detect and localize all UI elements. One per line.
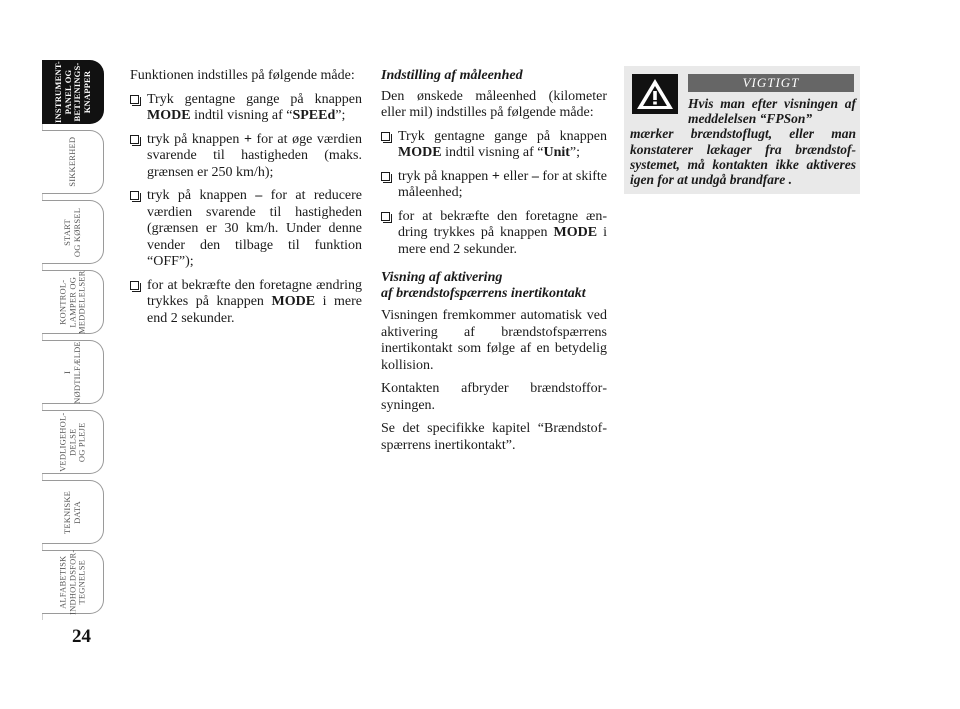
list-item: tryk på knappen – for at reducere værdien svarende til hastigheden (grænsen er 30 km/h. Under denne vender den tilbage til funktion “OFF”); xyxy=(130,188,362,271)
tab-label: START OG KØRSEL xyxy=(61,207,82,257)
list-item: tryk på knappen + eller – for at skifte måleenhed; xyxy=(381,169,607,202)
tab-label: ALFABETISK INDHOLDSFOR- TEGNELSE xyxy=(57,549,87,615)
list-item: for at bekræfte den foretagne ændring trykkes på knappen MODE i mere end 2 sekunder. xyxy=(381,209,607,259)
checkbox-bullet-icon xyxy=(130,95,139,104)
warning-box xyxy=(624,66,860,194)
steps-list xyxy=(381,129,607,259)
tab-label: TEKNISKE DATA xyxy=(62,490,82,534)
tab-nodtilfaelde[interactable] xyxy=(42,340,104,404)
paragraph: Den ønskede måleenhed (kilometer eller mil) indstilles på følgende måde: xyxy=(381,88,607,120)
section-heading: Visning af aktivering af brændstofspærrens inertikontakt xyxy=(381,270,586,301)
steps-list xyxy=(130,92,362,328)
column-1 xyxy=(130,68,362,334)
warning-title: VIGTIGT xyxy=(688,74,854,92)
page-number: 24 xyxy=(72,626,91,647)
tab-sikkerhed[interactable] xyxy=(42,130,104,194)
tab-start-og-korsel[interactable] xyxy=(42,200,104,264)
paragraph: Visningen fremkommer automatisk ved aktivering af brændstofspærrens inertikontakt som følge af en betydelig kollision. xyxy=(381,308,607,373)
list-item: Tryk gentagne gange på knappen MODE indtil visning af “SPEEd”; xyxy=(130,92,362,125)
list-item: tryk på knappen + for at øge værdien svarende til hastigheden (maks. grænsen er 250 km/h); xyxy=(130,132,362,182)
warning-text: Hvis man efter visningen af meddelelsen “FPSon” mærker brændstoflugt, eller man konstaterer lækager fra brændstofsystemet, må kontakten ikke aktiveres igen for at undgå brandfare . xyxy=(630,96,856,188)
checkbox-bullet-icon xyxy=(130,281,139,290)
checkbox-bullet-icon xyxy=(130,135,139,144)
tab-label: VEDLIGEHOL- DELSE OG PLEJE xyxy=(57,412,87,472)
tab-label: KONTROL- LAMPER OG MEDDELELSER xyxy=(57,270,87,334)
paragraph: Kontakten afbryder brændstofforsyningen. xyxy=(381,381,607,413)
tab-instrumentpanel[interactable] xyxy=(42,60,104,124)
column-2 xyxy=(381,68,607,461)
tab-label: I NØDTILFÆLDE xyxy=(62,340,82,404)
checkbox-bullet-icon xyxy=(381,172,390,181)
tab-kontrollamper[interactable] xyxy=(42,270,104,334)
section-heading: Indstilling af måleenhed xyxy=(381,68,523,83)
intro-text: Funktionen indstilles på følgende måde: xyxy=(130,68,355,83)
list-item: for at bekræfte den foretagne ændring trykkes på knappen MODE i mere end 2 sekunder. xyxy=(130,278,362,328)
checkbox-bullet-icon xyxy=(381,212,390,221)
tab-tekniske-data[interactable] xyxy=(42,480,104,544)
tab-label: INSTRUMENT- PANEL OG BETJENINGS- KNAPPER xyxy=(52,61,91,123)
checkbox-bullet-icon xyxy=(130,191,139,200)
tab-vedligeholdelse[interactable] xyxy=(42,410,104,474)
paragraph: Se det specifikke kapitel “Brændstofspærrens inertikontakt”. xyxy=(381,421,607,453)
tab-indholdsfortegnelse[interactable] xyxy=(42,550,104,614)
checkbox-bullet-icon xyxy=(381,132,390,141)
list-item: Tryk gentagne gange på knappen MODE indtil visning af “Unit”; xyxy=(381,129,607,162)
tab-label: SIKKERHED xyxy=(66,137,77,187)
